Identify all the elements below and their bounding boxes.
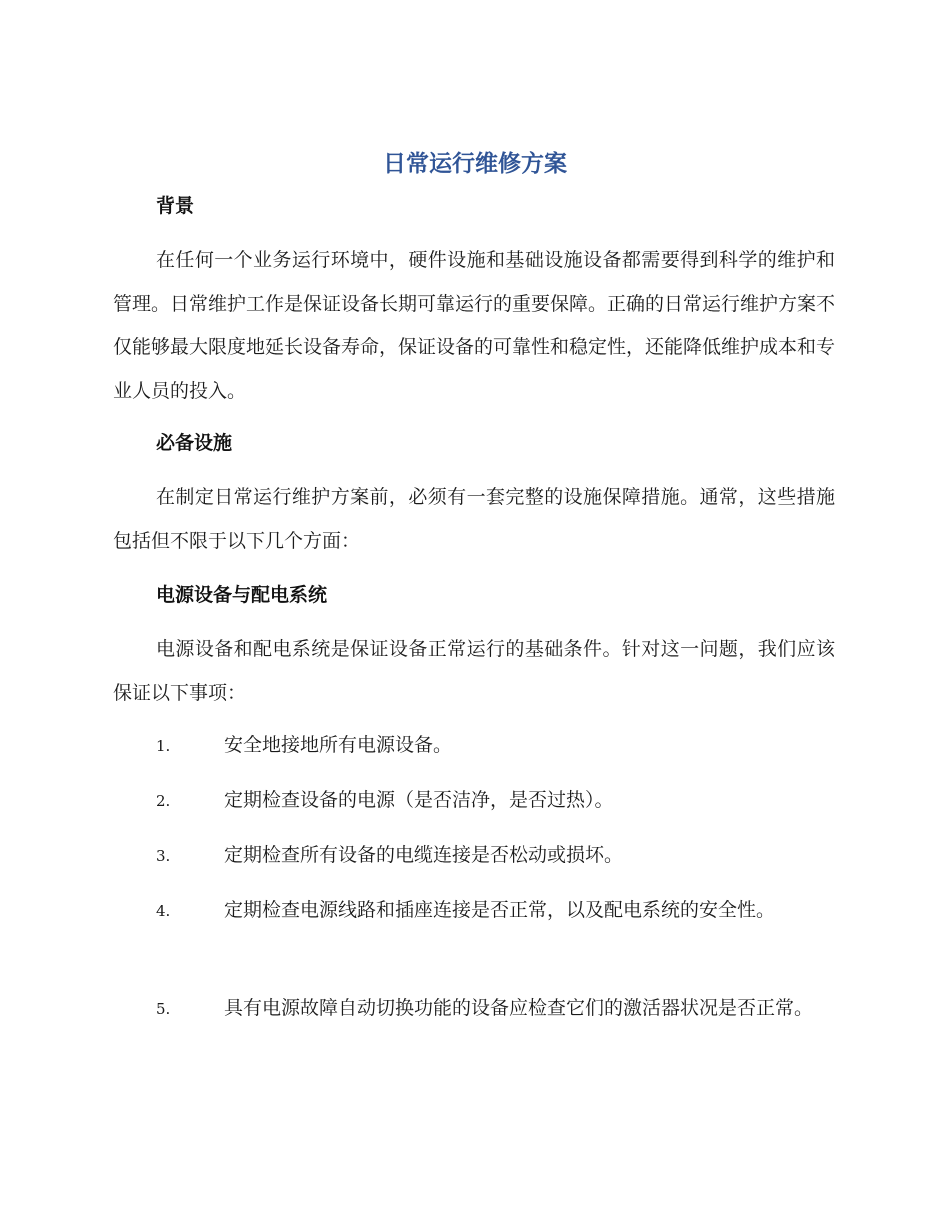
paragraph-background: 在任何一个业务运行环境中，硬件设施和基础设施设备都需要得到科学的维护和管理。日常维护工作是保证设备长期可靠运行的重要保障。正确的日常运行维护方案不仅能够最大限度地延长设备寿命，保证设备的可靠性和稳定性，还能降低维护成本和专业人员的投入。 <box>113 249 836 402</box>
list-item-number: 5. <box>156 1000 171 1018</box>
section-heading-background: 背景 <box>156 195 195 217</box>
list-item <box>113 834 835 879</box>
list-item-number: 2. <box>156 792 171 810</box>
list-item-text: 安全地接地所有电源设备。 <box>224 734 453 756</box>
list-item <box>113 889 835 934</box>
section-heading-required-facilities: 必备设施 <box>156 432 233 454</box>
document-title: 日常运行维修方案 <box>383 151 567 177</box>
list-item <box>113 779 835 824</box>
list-item <box>113 987 835 1032</box>
list-item <box>113 724 835 769</box>
list-item-number: 4. <box>156 902 171 920</box>
list-item-text: 定期检查电源线路和插座连接是否正常，以及配电系统的安全性。 <box>224 899 776 921</box>
list-item-text: 定期检查设备的电源（是否洁净，是否过热）。 <box>224 789 614 811</box>
paragraph-power-distribution: 电源设备和配电系统是保证设备正常运行的基础条件。针对这一问题，我们应该保证以下事项： <box>113 638 835 704</box>
list-item-number: 1. <box>156 737 171 755</box>
list-item-number: 3. <box>156 847 171 865</box>
list-item-text: 具有电源故障自动切换功能的设备应检查它们的激活器状况是否正常。 <box>224 997 814 1019</box>
paragraph-required-facilities: 在制定日常运行维护方案前，必须有一套完整的设施保障措施。通常，这些措施包括但不限于以下几个方面： <box>113 486 835 552</box>
list-item-text: 定期检查所有设备的电缆连接是否松动或损坏。 <box>224 844 624 866</box>
section-heading-power-distribution: 电源设备与配电系统 <box>156 584 328 606</box>
